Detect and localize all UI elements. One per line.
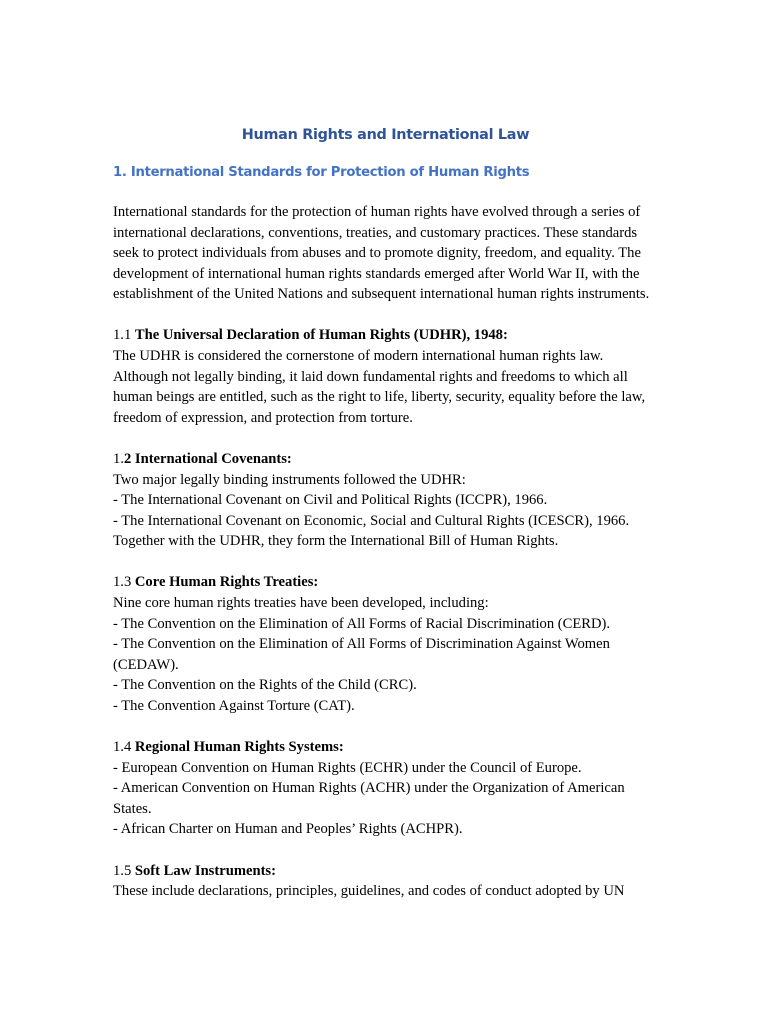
- section-number: 1.3: [113, 574, 135, 591]
- section-number: 1.4: [113, 739, 135, 756]
- section-heading: 1. International Standards for Protection of Human Rights: [113, 165, 530, 180]
- section-1-2: [113, 449, 658, 552]
- section-text: Two major legally binding instruments followed the UDHR:: [113, 471, 466, 488]
- list-item: - The International Covenant on Civil and Political Rights (ICCPR), 1966.: [113, 492, 548, 509]
- document-page: [113, 124, 658, 902]
- list-item: - The Convention on the Elimination of All Forms of Racial Discrimination (CERD).: [113, 615, 611, 632]
- section-heading-line: [113, 449, 658, 470]
- section-heading-line: [113, 737, 658, 758]
- list-item: - The International Covenant on Economic, Social and Cultural Rights (ICESCR), 1966.: [113, 512, 630, 529]
- section-text: The UDHR is considered the cornerstone of modern international human rights law. Although not legally binding, it laid down fundamental rights and freedoms to which all human beings are entitled, such as the right to life, liberty, security, equality before the law, freedom of expression, and protection from torture.: [113, 348, 646, 426]
- list-item: - The Convention on the Rights of the Child (CRC).: [113, 677, 417, 694]
- section-title: 2 International Covenants:: [123, 450, 292, 467]
- section-1-3: [113, 572, 658, 716]
- section-title: Soft Law Instruments:: [134, 862, 276, 879]
- section-number: 1.1: [113, 327, 135, 344]
- section-1-4: [113, 737, 658, 840]
- section-text: Together with the UDHR, they form the International Bill of Human Rights.: [113, 533, 559, 550]
- document-title: Human Rights and International Law: [241, 127, 530, 143]
- section-heading-line: [113, 325, 658, 346]
- list-item: - American Convention on Human Rights (ACHR) under the Organization of American States.: [113, 780, 625, 817]
- list-item: - European Convention on Human Rights (ECHR) under the Council of Europe.: [113, 759, 582, 776]
- section-text: These include declarations, principles, guidelines, and codes of conduct adopted by UN: [113, 883, 625, 900]
- section-title: Regional Human Rights Systems:: [134, 739, 344, 756]
- section-heading-line: [113, 861, 658, 882]
- intro-paragraph: International standards for the protection of human rights have evolved through a series of international declarations, conventions, treaties, and customary practices. These standards seek to protect individuals from abuses and to promote dignity, freedom, and equality. The development of international human rights standards emerged after World War II, with the establishment of the United Nations and subsequent international human rights instruments.: [113, 204, 650, 303]
- section-1-1: [113, 325, 658, 428]
- section-number: 1.5: [113, 862, 135, 879]
- list-item: - The Convention on the Elimination of All Forms of Discrimination Against Women (CEDAW).: [113, 636, 610, 673]
- section-number: 1.: [113, 450, 124, 467]
- section-title: Core Human Rights Treaties:: [134, 574, 319, 591]
- section-heading-line: [113, 572, 658, 593]
- section-title: The Universal Declaration of Human Rights (UDHR), 1948:: [134, 327, 508, 344]
- section-1-5: [113, 861, 658, 902]
- list-item: - The Convention Against Torture (CAT).: [113, 697, 355, 714]
- list-item: - African Charter on Human and Peoples’ Rights (ACHPR).: [113, 821, 463, 838]
- section-text: Nine core human rights treaties have been developed, including:: [113, 595, 489, 611]
